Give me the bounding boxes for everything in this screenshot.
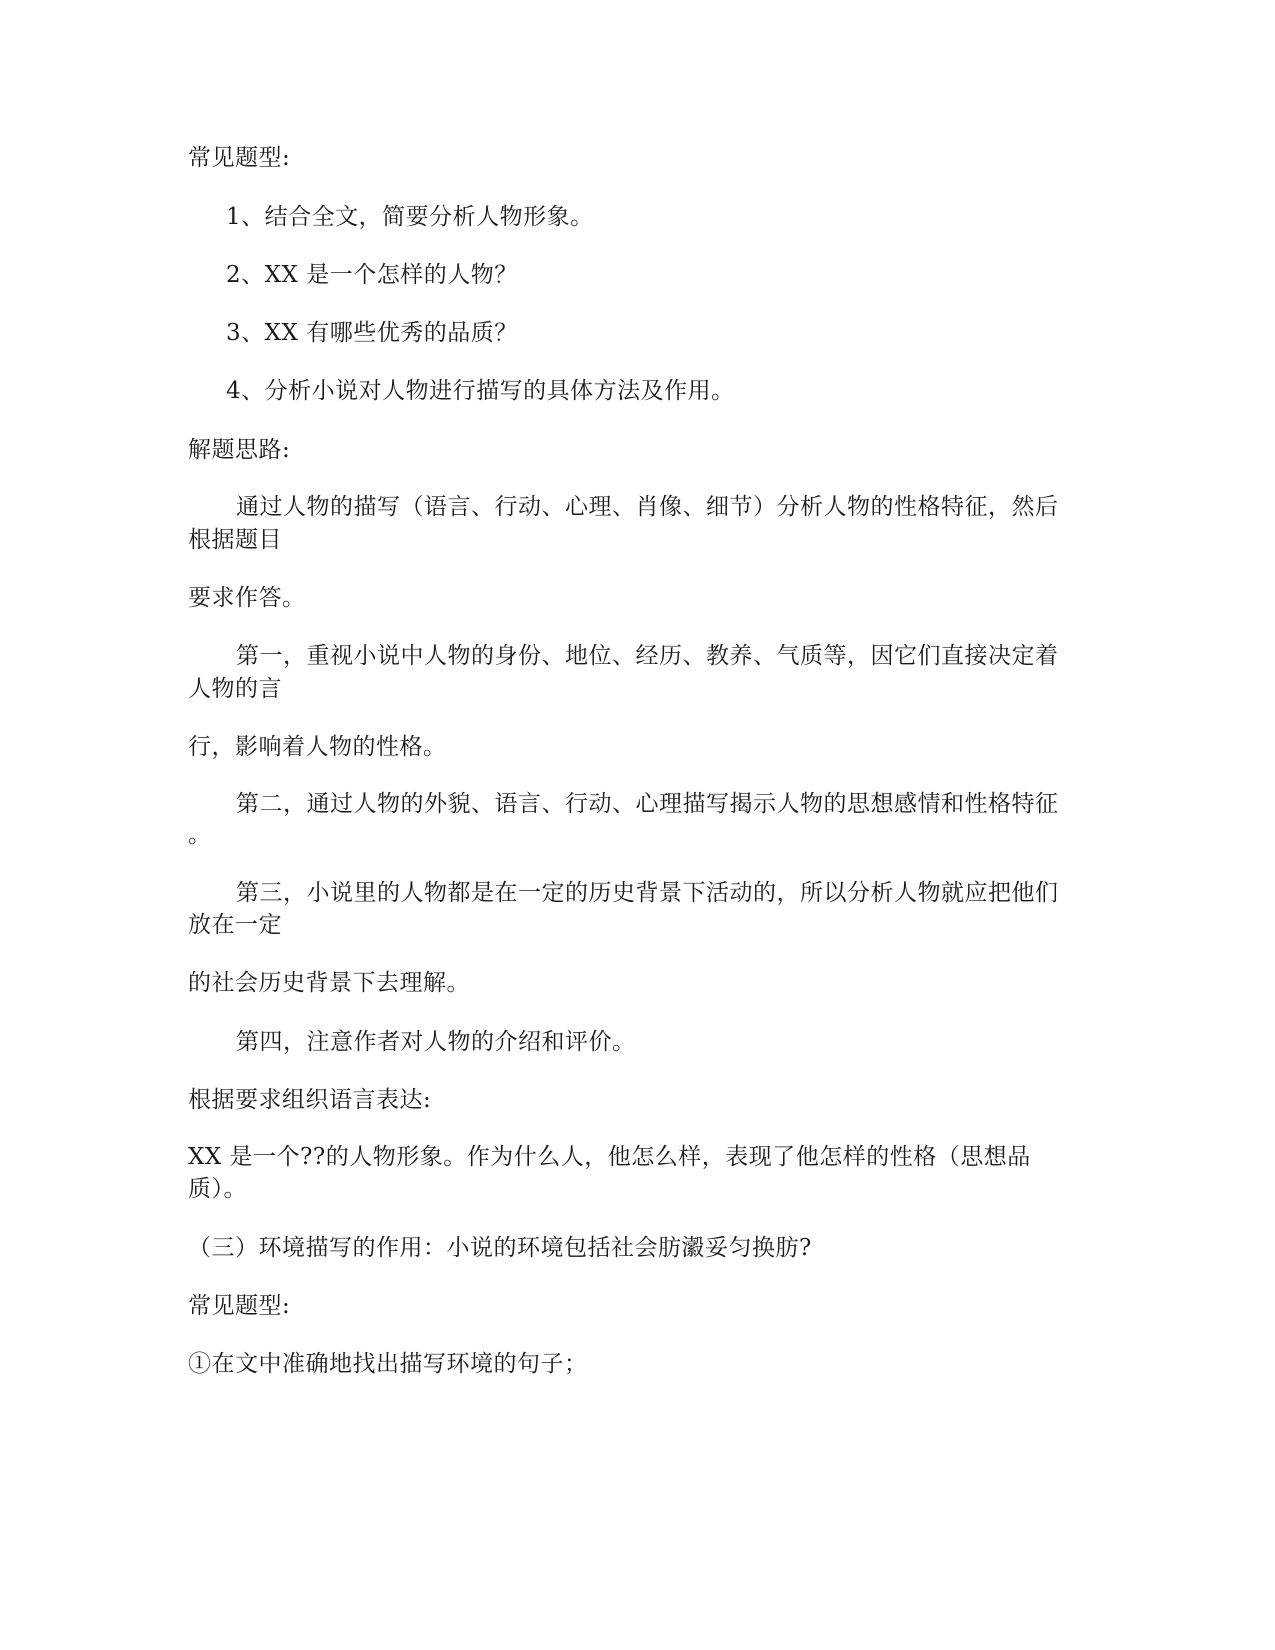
- point-3-line-3: 的社会历史背景下去理解。: [188, 970, 470, 996]
- point-2-line-2: 。: [188, 822, 212, 848]
- section-3-heading: （三）环境描写的作用：小说的环境包括社会肪瀫妥匀换肪?: [188, 1235, 812, 1261]
- list-item-circled-1: ①在文中准确地找出描写环境的句子；: [188, 1351, 588, 1377]
- point-2-line-1: 第二，通过人物的外貌、语言、行动、心理描写揭示人物的思想感情和性格特征: [236, 791, 1059, 817]
- point-3-line-1: 第三，小说里的人物都是在一定的历史背景下活动的，所以分析人物就应把他们: [236, 880, 1059, 906]
- answer-template-line-2: 质）。: [188, 1176, 247, 1202]
- point-1-line-2: 人物的言: [188, 676, 282, 702]
- point-4: 第四，注意作者对人物的介绍和评价。: [236, 1029, 636, 1055]
- approach-paragraph-line-1: 通过人物的描写（语言、行动、心理、肖像、细节）分析人物的性格特征，然后: [236, 494, 1059, 520]
- heading-language-expression: 根据要求组织语言表达:: [188, 1087, 432, 1113]
- heading-common-question-types-2: 常见题型:: [188, 1293, 291, 1319]
- question-3: 3、XX 有哪些优秀的品质？: [226, 320, 518, 346]
- approach-paragraph-line-3: 要求作答。: [188, 585, 306, 611]
- question-1: 1、结合全文，简要分析人物形象。: [226, 204, 594, 230]
- point-1-line-1: 第一，重视小说中人物的身份、地位、经历、教养、气质等，因它们直接决定着: [236, 643, 1059, 669]
- question-2: 2、XX 是一个怎样的人物？: [226, 262, 518, 288]
- point-1-line-3: 行，影响着人物的性格。: [188, 734, 447, 760]
- question-4: 4、分析小说对人物进行描写的具体方法及作用。: [226, 378, 735, 404]
- heading-common-question-types: 常见题型:: [188, 145, 291, 171]
- answer-template-line-1: XX 是一个??的人物形象。作为什么人，他怎么样，表现了他怎样的性格（思想品: [188, 1144, 1031, 1170]
- point-3-line-2: 放在一定: [188, 912, 282, 938]
- heading-solution-approach: 解题思路:: [188, 437, 291, 463]
- approach-paragraph-line-2: 根据题目: [188, 527, 282, 553]
